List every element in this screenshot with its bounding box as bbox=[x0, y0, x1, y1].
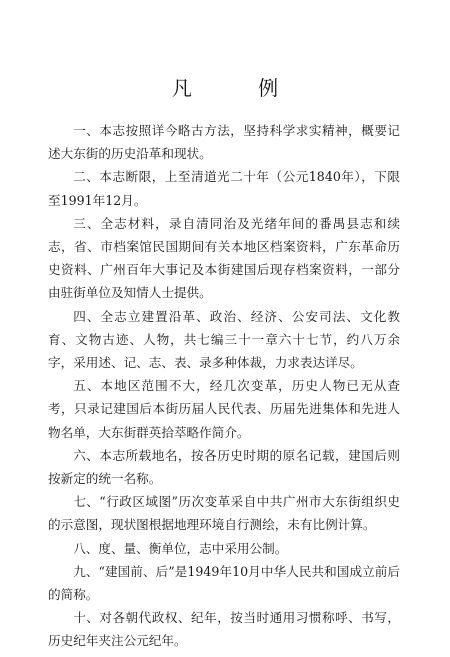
paragraph-4: 四、全志立建置沿革、政治、经济、公安司法、文化教育、文物古迹、人物，共七编三十一章六十七节，约八万余字，采用述、记、志、表、录多种体裁，力求表达详尽。 bbox=[48, 308, 400, 371]
paragraph-6: 六、本志所载地名，按各历史时期的原名记载，建国后则按新定的统一名称。 bbox=[48, 447, 400, 487]
paragraph-5: 五、本地区范围不大，经几次变革，历史人物已无从查考，只录记建国后本街历届人民代表、历届先进集体和先进人物名单，大东街群英拾萃略作简介。 bbox=[48, 378, 400, 440]
paragraph-9: 九、“建国前、后”是1949年10月中华人民共和国成立前后的简称。 bbox=[48, 563, 400, 603]
paragraph-10: 十、对各朝代政权、纪年，按当时通用习惯称呼、书写，历史纪年夹注公元纪年。 bbox=[48, 610, 400, 649]
page-title: 凡 例 bbox=[171, 76, 309, 100]
paragraph-7: 七、“行政区域图”历次变革采自中共广州市大东街组织史的示意图，现状图根据地理环境自行测绘，未有比例计算。 bbox=[48, 494, 400, 533]
paragraph-8: 八、度、量、衡单位，志中采用公制。 bbox=[73, 540, 288, 556]
document-body bbox=[48, 119, 400, 653]
paragraph-2: 二、本志断限，上至清道光二十年（公元1840年），下限至1991年12月。 bbox=[48, 169, 400, 208]
paragraph-1: 一、本志按照详今略古方法，坚持科学求实精神，概要记述大东街的历史沿革和现状。 bbox=[48, 123, 400, 162]
paragraph-3: 三、全志材料，录自清同治及光绪年间的番禺县志和续志，省、市档案馆民国期间有关本地区档案资料，广东革命历史资料、广州百年大事记及本街建国后现存档案资料，一部分由驻街单位及知情人士提供。 bbox=[48, 215, 400, 301]
